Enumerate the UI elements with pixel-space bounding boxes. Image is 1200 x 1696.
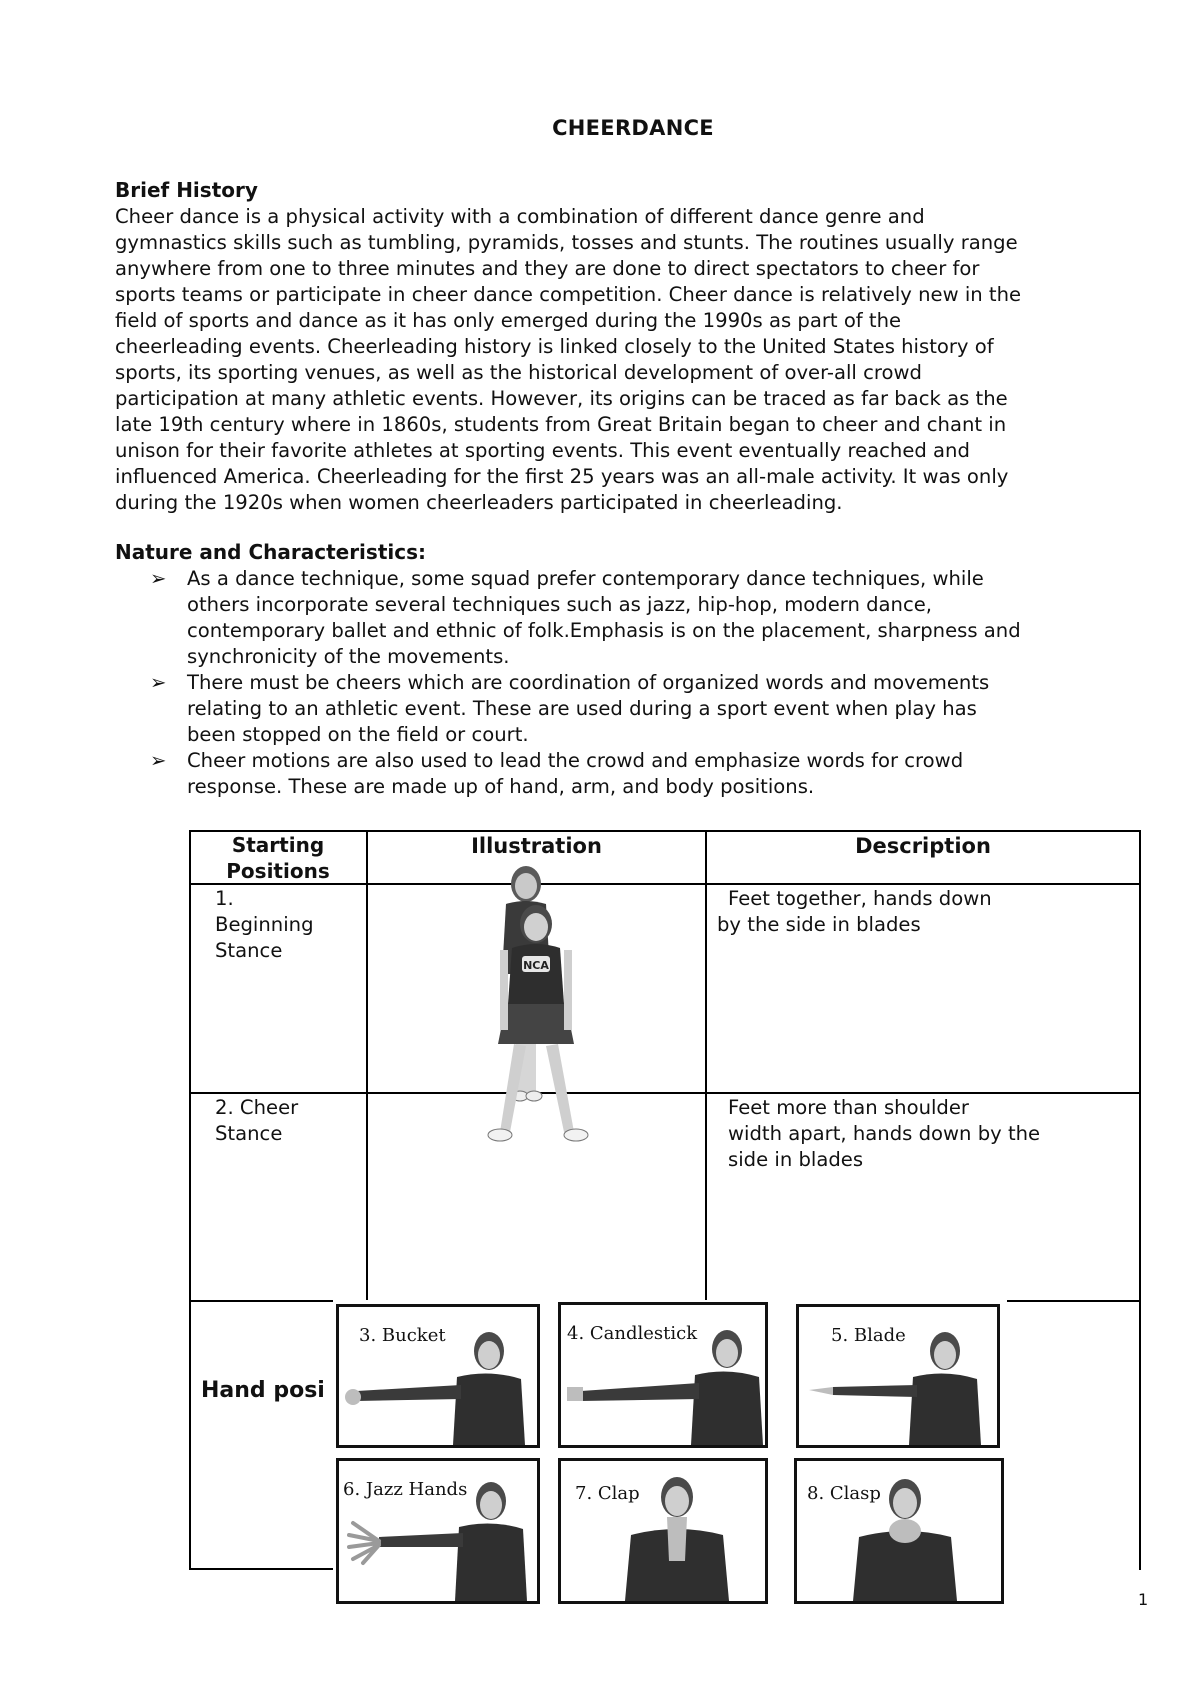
table-border: [1139, 830, 1141, 1570]
brief-history-paragraph: [115, 204, 1150, 516]
table-border: [366, 830, 368, 1300]
row-description-cell: [717, 886, 992, 938]
cell-line: Stance: [215, 1122, 283, 1145]
paragraph-line: Cheer dance is a physical activity with a combination of different dance genre and: [115, 205, 925, 228]
table-border: [189, 1300, 333, 1302]
nature-bullet-list: [150, 566, 1021, 800]
page-title: CHEERDANCE: [552, 116, 714, 140]
cell-line: by the side in blades: [717, 913, 921, 936]
paragraph-line: unison for their favorite athletes at sporting events. This event eventually reached and: [115, 439, 970, 462]
hand-positions-label: Hand posi: [201, 1378, 325, 1403]
paragraph-line: late 19th century where in 1860s, students from Great Britain began to cheer and chant in: [115, 413, 1007, 436]
jersey-text: NCA: [523, 959, 549, 972]
header-description: Description: [855, 834, 991, 858]
hand-photo-blade: [796, 1304, 1000, 1448]
cell-line: 2. Cheer: [215, 1096, 299, 1119]
bullet-line: response. These are made up of hand, arm, and body positions.: [187, 775, 815, 798]
hand-photo-bucket: [336, 1304, 540, 1448]
brief-history-heading: Brief History: [115, 178, 258, 202]
cell-line: Feet together, hands down: [728, 887, 992, 910]
clap-pose-icon: [561, 1461, 765, 1601]
arrow-bullet-icon: ➢: [150, 749, 167, 772]
hand-photo-clap: [558, 1458, 768, 1604]
bullet-item: [150, 670, 1021, 748]
paragraph-line: during the 1920s when women cheerleaders participated in cheerleading.: [115, 491, 843, 514]
paragraph-line: influenced America. Cheerleading for the first 25 years was an all-male activity. It was only: [115, 465, 1009, 488]
photo-label: 8. Clasp: [807, 1483, 881, 1504]
paragraph-line: cheerleading events. Cheerleading history is linked closely to the United States history of: [115, 335, 994, 358]
bucket-pose-icon: [339, 1307, 537, 1445]
bullet-item: [150, 566, 1021, 670]
jazz-hands-pose-icon: [339, 1461, 537, 1601]
candlestick-pose-icon: [561, 1305, 765, 1445]
cell-line: 1.: [215, 887, 234, 910]
hand-photo-candlestick: [558, 1302, 768, 1448]
header-line: Positions: [226, 859, 330, 883]
row-position-cell: [215, 886, 314, 964]
paragraph-line: field of sports and dance as it has only emerged during the 1990s as part of the: [115, 309, 902, 332]
photo-label: 6. Jazz Hands: [343, 1479, 468, 1500]
cell-line: Feet more than shoulder: [728, 1096, 969, 1119]
arrow-bullet-icon: ➢: [150, 567, 167, 590]
header-line: Starting: [231, 833, 325, 857]
bullet-line: As a dance technique, some squad prefer contemporary dance techniques, while: [187, 567, 984, 590]
table-border: [705, 830, 707, 1300]
table-border: [189, 1568, 333, 1570]
bullet-line: There must be cheers which are coordination of organized words and movements: [187, 671, 990, 694]
cheerleaders-illustration: [470, 864, 610, 1146]
cell-line: side in blades: [728, 1148, 864, 1171]
table-border: [189, 1092, 1141, 1094]
row-description-cell: [728, 1095, 1040, 1173]
photo-label: 7. Clap: [575, 1483, 640, 1504]
bullet-line: contemporary ballet and ethnic of folk.Emphasis is on the placement, sharpness and: [187, 619, 1021, 642]
hand-photo-clasp: [794, 1458, 1004, 1604]
row-position-cell: [215, 1095, 298, 1147]
photo-label: 3. Bucket: [359, 1325, 446, 1346]
table-border: [1007, 1300, 1141, 1302]
arrow-bullet-icon: ➢: [150, 671, 167, 694]
bullet-line: others incorporate several techniques such as jazz, hip-hop, modern dance,: [187, 593, 933, 616]
photo-label: 5. Blade: [831, 1325, 906, 1346]
bullet-item: [150, 748, 1021, 800]
paragraph-line: sports, its sporting venues, as well as the historical development of over-all crowd: [115, 361, 922, 384]
header-starting-positions: [193, 832, 363, 884]
paragraph-line: participation at many athletic events. However, its origins can be traced as far back as the: [115, 387, 1008, 410]
bullet-line: been stopped on the field or court.: [187, 723, 529, 746]
blade-pose-icon: [799, 1307, 997, 1445]
cell-line: width apart, hands down by the: [728, 1122, 1041, 1145]
cell-line: Stance: [215, 939, 283, 962]
bullet-line: Cheer motions are also used to lead the crowd and emphasize words for crowd: [187, 749, 964, 772]
paragraph-line: sports teams or participate in cheer dance competition. Cheer dance is relatively new in the: [115, 283, 1022, 306]
paragraph-line: gymnastics skills such as tumbling, pyramids, tosses and stunts. The routines usually range: [115, 231, 1018, 254]
nature-heading: Nature and Characteristics:: [115, 540, 426, 564]
paragraph-line: anywhere from one to three minutes and they are done to direct spectators to cheer for: [115, 257, 980, 280]
hand-photo-jazz-hands: [336, 1458, 540, 1604]
cell-line: Beginning: [215, 913, 314, 936]
header-illustration: Illustration: [471, 834, 602, 858]
bullet-line: synchronicity of the movements.: [187, 645, 510, 668]
bullet-line: relating to an athletic event. These are used during a sport event when play has: [187, 697, 977, 720]
page-number: 1: [1138, 1590, 1149, 1609]
table-border: [189, 830, 191, 1570]
photo-label: 4. Candlestick: [567, 1323, 698, 1344]
clasp-pose-icon: [797, 1461, 1001, 1601]
front-cheerleader-figure: [488, 905, 588, 1141]
